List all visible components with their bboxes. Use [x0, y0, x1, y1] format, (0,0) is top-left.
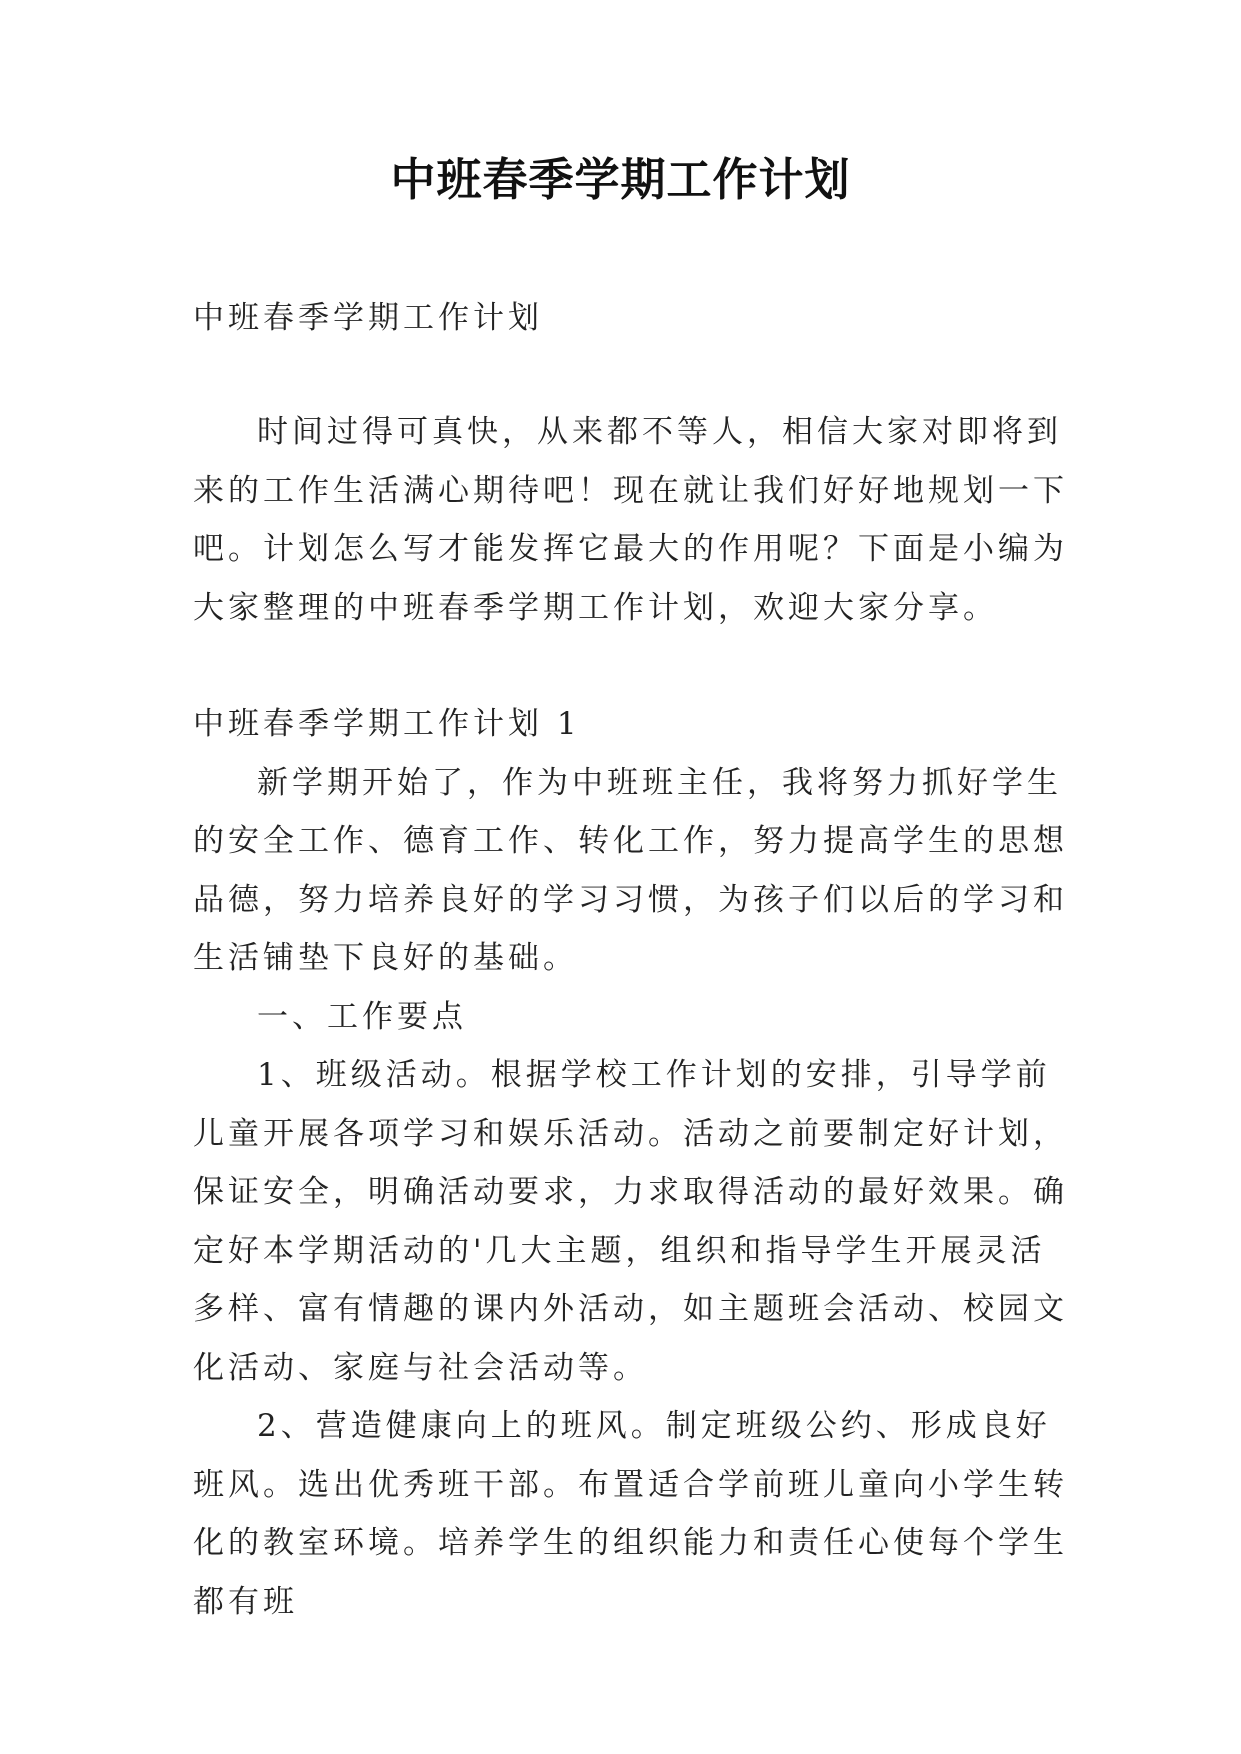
body-paragraph: 1、班级活动。根据学校工作计划的安排，引导学前儿童开展各项学习和娱乐活动。活动之前要制定好计划，保证安全，明确活动要求，力求取得活动的最好效果。确定好本学期活动的'几大主题，组织和指导学生开展灵活多样、富有情趣的课内外活动，如主题班会活动、校园文化活动、家庭与社会活动等。 [193, 1057, 1068, 1386]
document-title: 中班春季学期工作计划 [390, 153, 851, 206]
section-heading: 中班春季学期工作计划 1 [193, 706, 581, 742]
body-paragraph: 新学期开始了，作为中班班主任，我将努力抓好学生的安全工作、德育工作、转化工作，努力提高学生的思想品德，努力培养良好的学习习惯，为孩子们以后的学习和生活铺垫下良好的基础。 [193, 764, 1068, 976]
body-paragraph: 2、营造健康向上的班风。制定班级公约、形成良好班风。选出优秀班干部。布置适合学前班儿童向小学生转化的教室环境。培养学生的组织能力和责任心使每个学生都有班 [193, 1408, 1068, 1620]
plan-section [193, 695, 1073, 1631]
intro-section [193, 403, 1073, 637]
subtitle-text: 中班春季学期工作计划 [193, 300, 543, 336]
document-subtitle [193, 289, 1073, 348]
intro-paragraph: 时间过得可真快，从来都不等人，相信大家对即将到来的工作生活满心期待吧！现在就让我们好好地规划一下吧。计划怎么写才能发挥它最大的作用呢？下面是小编为大家整理的中班春季学期工作计划，欢迎大家分享。 [193, 414, 1068, 626]
work-points-heading: 一、工作要点 [257, 998, 467, 1035]
